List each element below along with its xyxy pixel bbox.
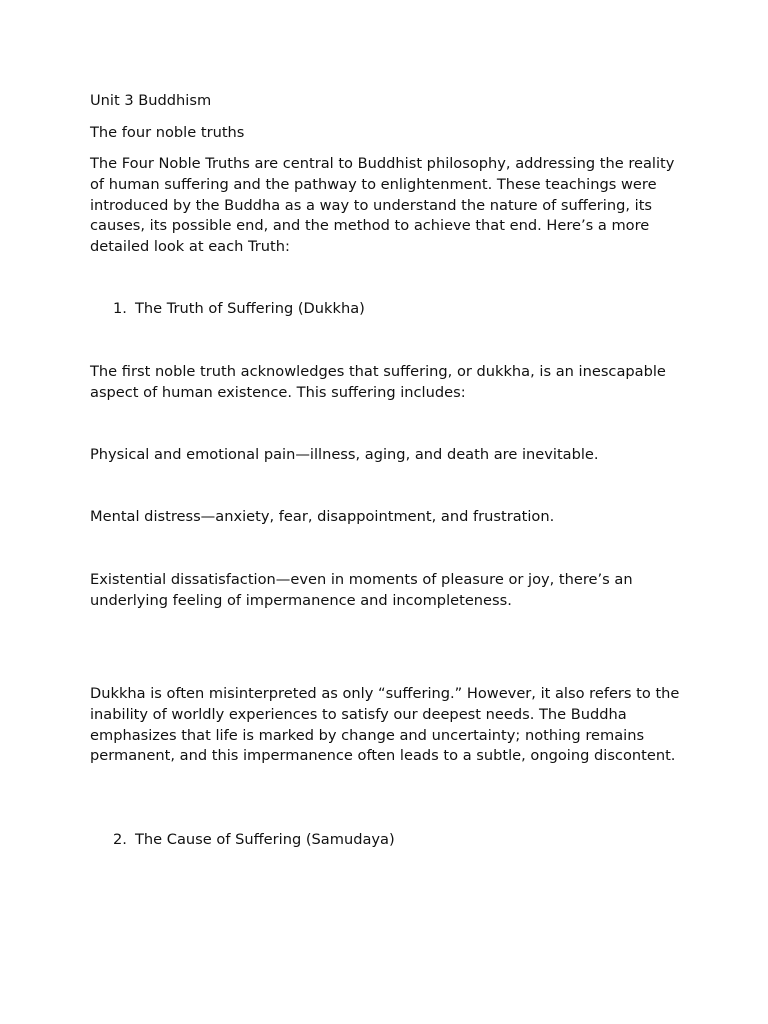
- suffering-physical-paragraph: Physical and emotional pain—illness, aging, and death are inevitable.: [90, 446, 599, 463]
- suffering-existential-paragraph: Existential dissatisfaction—even in moments of pleasure or joy, there’s an underlying feeling of impermanence and incompleteness.: [90, 571, 633, 609]
- list-number: 1.: [113, 300, 127, 317]
- section-title: The four noble truths: [90, 124, 245, 141]
- dukkha-explanation-paragraph: Dukkha is often misinterpreted as only “suffering.” However, it also refers to the inability of worldly experiences to satisfy our deepest needs. The Buddha emphasizes that life is marked by change and uncertainty; nothing remains permanent, and this impermanence often leads to a subtle, ongoing discontent.: [90, 685, 680, 765]
- intro-paragraph: The Four Noble Truths are central to Buddhist philosophy, addressing the reality of human suffering and the pathway to enlightenment. These teachings were introduced by the Buddha as a way to understand the nature of suffering, its causes, its possible end, and the method to achieve that end. Here’s a more detailed look at each Truth:: [90, 155, 675, 256]
- list-heading: The Truth of Suffering (Dukkha): [135, 300, 365, 317]
- list-heading: The Cause of Suffering (Samudaya): [135, 831, 395, 848]
- unit-title: Unit 3 Buddhism: [90, 92, 212, 109]
- list-number: 2.: [113, 831, 127, 848]
- document-page: [90, 0, 690, 1024]
- suffering-mental-paragraph: Mental distress—anxiety, fear, disappointment, and frustration.: [90, 508, 555, 525]
- truth1-intro-paragraph: The first noble truth acknowledges that suffering, or dukkha, is an inescapable aspect of human existence. This suffering includes:: [90, 363, 666, 401]
